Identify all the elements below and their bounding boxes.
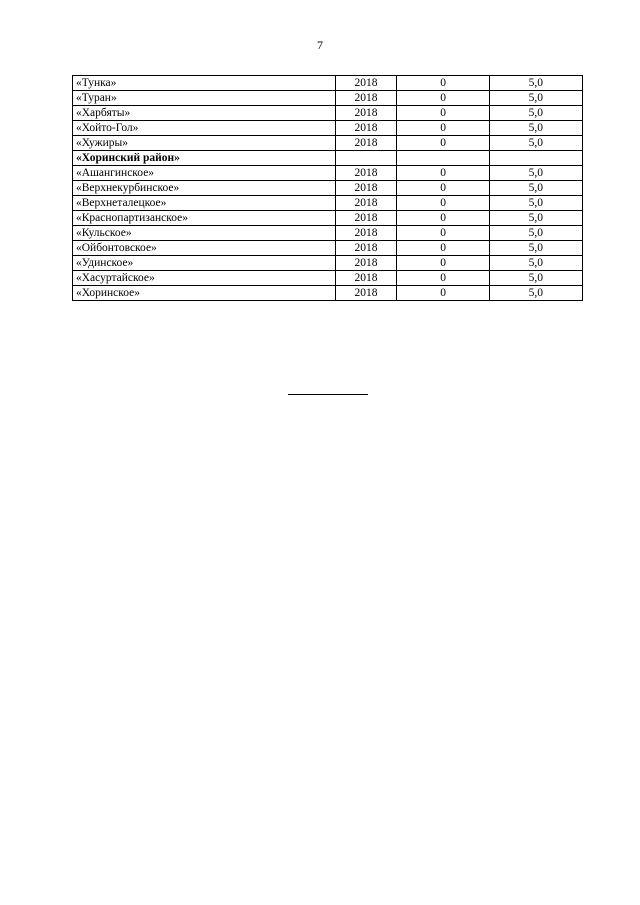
cell-amount: 5,0: [489, 286, 582, 301]
table-row: [73, 136, 583, 151]
cell-value: [397, 151, 489, 166]
table-row: [73, 211, 583, 226]
cell-amount: 5,0: [489, 121, 582, 136]
cell-amount: 5,0: [489, 196, 582, 211]
cell-name: «Верхнекурбинское»: [73, 181, 336, 196]
cell-year: 2018: [335, 136, 397, 151]
end-of-document-rule: [288, 394, 368, 395]
cell-year: 2018: [335, 121, 397, 136]
table-row: [73, 166, 583, 181]
table-row: [73, 226, 583, 241]
table-row: [73, 76, 583, 91]
cell-value: 0: [397, 196, 489, 211]
cell-amount: 5,0: [489, 76, 582, 91]
cell-year: 2018: [335, 286, 397, 301]
cell-amount: 5,0: [489, 136, 582, 151]
cell-year: 2018: [335, 256, 397, 271]
cell-year: 2018: [335, 106, 397, 121]
cell-name: «Туран»: [73, 91, 336, 106]
cell-year: 2018: [335, 181, 397, 196]
cell-amount: 5,0: [489, 91, 582, 106]
cell-value: 0: [397, 286, 489, 301]
cell-amount: 5,0: [489, 211, 582, 226]
cell-name: «Ашангинское»: [73, 166, 336, 181]
cell-name: «Хоринское»: [73, 286, 336, 301]
cell-amount: 5,0: [489, 256, 582, 271]
cell-value: 0: [397, 76, 489, 91]
cell-year: 2018: [335, 91, 397, 106]
cell-amount: 5,0: [489, 166, 582, 181]
table-row: [73, 121, 583, 136]
cell-value: 0: [397, 136, 489, 151]
cell-value: 0: [397, 241, 489, 256]
cell-name: «Тунка»: [73, 76, 336, 91]
cell-name: «Краснопартизанское»: [73, 211, 336, 226]
cell-name: «Верхнеталецкое»: [73, 196, 336, 211]
cell-name: «Кульское»: [73, 226, 336, 241]
cell-name: «Хужиры»: [73, 136, 336, 151]
cell-name: «Хойто-Гол»: [73, 121, 336, 136]
cell-amount: 5,0: [489, 271, 582, 286]
cell-year: [335, 151, 397, 166]
page-number: 7: [317, 38, 323, 52]
table-row: [73, 106, 583, 121]
cell-value: 0: [397, 106, 489, 121]
cell-value: 0: [397, 226, 489, 241]
cell-value: 0: [397, 121, 489, 136]
table-row: [73, 271, 583, 286]
cell-value: 0: [397, 181, 489, 196]
table-row: [73, 241, 583, 256]
cell-name: «Удинское»: [73, 256, 336, 271]
cell-year: 2018: [335, 196, 397, 211]
cell-year: 2018: [335, 166, 397, 181]
cell-year: 2018: [335, 271, 397, 286]
table-row: [73, 256, 583, 271]
cell-value: 0: [397, 166, 489, 181]
table-section-row: [73, 151, 583, 166]
table-row: [73, 196, 583, 211]
cell-amount: 5,0: [489, 226, 582, 241]
cell-year: 2018: [335, 226, 397, 241]
cell-name: «Хоринский район»: [73, 151, 336, 166]
cell-value: 0: [397, 271, 489, 286]
table-body: [73, 76, 583, 301]
allocation-table: [72, 75, 583, 301]
cell-amount: 5,0: [489, 181, 582, 196]
cell-amount: [489, 151, 582, 166]
cell-amount: 5,0: [489, 241, 582, 256]
table-row: [73, 286, 583, 301]
cell-year: 2018: [335, 76, 397, 91]
cell-value: 0: [397, 256, 489, 271]
cell-value: 0: [397, 211, 489, 226]
cell-name: «Ойбонтовское»: [73, 241, 336, 256]
cell-year: 2018: [335, 241, 397, 256]
cell-name: «Хасуртайское»: [73, 271, 336, 286]
cell-name: «Харбяты»: [73, 106, 336, 121]
cell-amount: 5,0: [489, 106, 582, 121]
table-row: [73, 181, 583, 196]
cell-year: 2018: [335, 211, 397, 226]
table-row: [73, 91, 583, 106]
cell-value: 0: [397, 91, 489, 106]
